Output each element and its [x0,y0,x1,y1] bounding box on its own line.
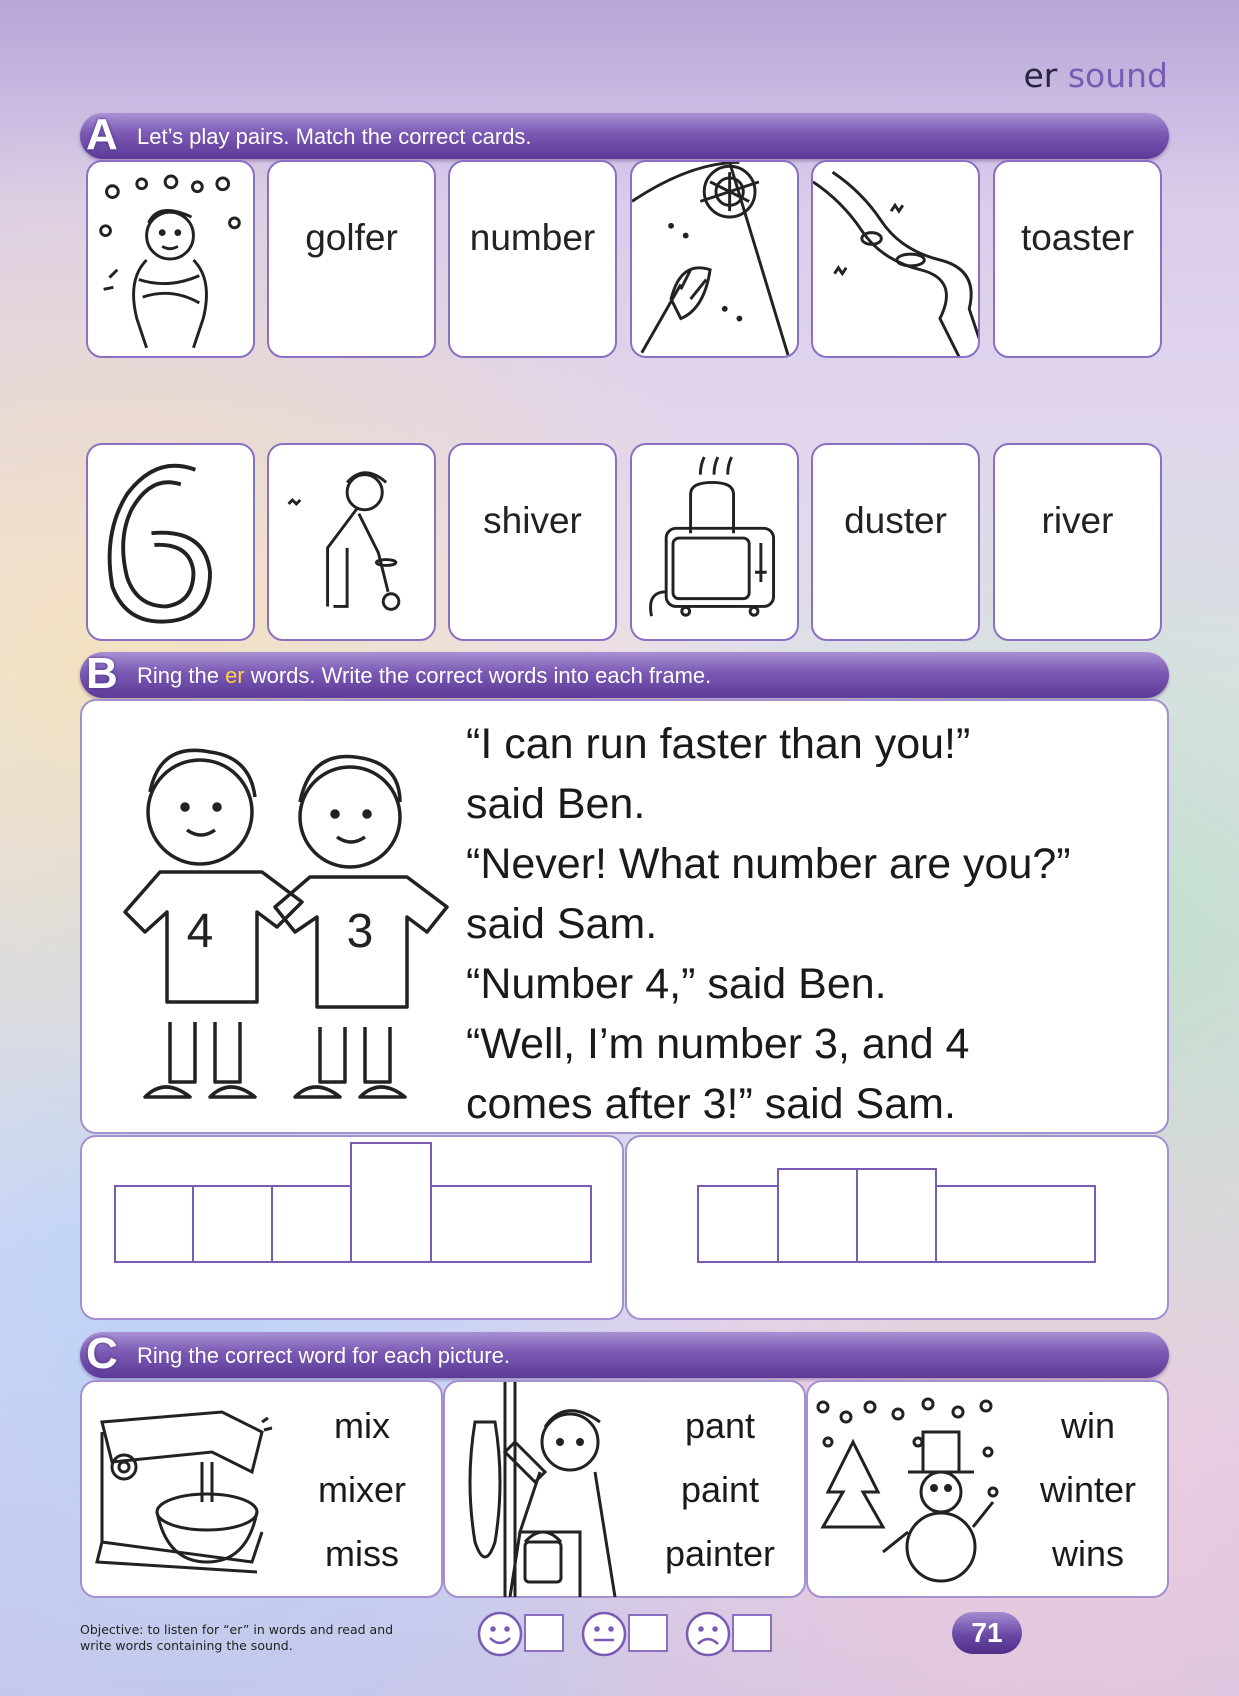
card-duster-picture[interactable] [630,160,799,358]
letter-box[interactable] [192,1185,273,1263]
letter-box[interactable] [697,1185,779,1263]
word-choice[interactable]: wins [1051,1533,1125,1574]
section-a-banner [80,110,1169,159]
objective-note: Objective: to listen for “er” in words and read and write words containing the sound. [80,1622,394,1653]
happy-face-icon [477,1611,523,1657]
happy-face-box[interactable] [524,1614,564,1652]
section-c-letter: C [86,1329,118,1378]
golfer-icon [269,445,434,639]
card-word: shiver [483,500,582,541]
card-word: duster [844,500,947,541]
story-line: said Sam. [466,900,658,948]
story-line: comes after 3!” said Sam. [466,1080,956,1128]
story-line: “Never! What number are you?” [466,840,1071,888]
word-choice[interactable]: painter [664,1533,776,1574]
letter-box[interactable] [114,1185,194,1263]
letter-box-wide[interactable] [935,1185,1096,1263]
painter-icon [455,1382,640,1597]
letter-box[interactable] [271,1185,352,1263]
painter-panel [443,1380,806,1598]
letter-box-tall[interactable] [350,1142,432,1263]
number-six-icon [88,445,253,639]
card-six-picture[interactable] [86,443,255,641]
story-line: “Number 4,” said Ben. [466,960,887,1008]
section-c-instruction: Ring the correct word for each picture. [137,1343,510,1368]
word-choice[interactable]: miss [325,1533,399,1574]
jersey-number-right: 3 [346,905,374,958]
word-choices [640,1394,800,1586]
card-toaster-word[interactable] [993,160,1162,358]
section-c-banner [80,1329,1169,1378]
letter-box-tall[interactable] [777,1168,858,1263]
card-golfer-word[interactable] [267,160,436,358]
jersey-number-left: 4 [186,905,214,958]
card-toaster-picture[interactable] [630,443,799,641]
sound-prefix: er [1023,56,1058,95]
sad-face-icon [685,1611,731,1657]
card-river-word[interactable] [993,443,1162,641]
section-b-banner [80,649,1169,698]
section-b-letter: B [86,649,118,698]
page-number: 71 [952,1612,1022,1654]
er-highlight: er [225,663,245,688]
mixer-icon [92,1402,277,1577]
card-duster-word[interactable] [811,443,980,641]
sad-face-box[interactable] [732,1614,772,1652]
letter-box-tall[interactable] [856,1168,937,1263]
page-title [1023,56,1168,95]
card-word: river [1041,500,1114,541]
card-word: toaster [1020,217,1135,258]
sound-word: sound [1067,56,1168,95]
card-shivering-boy[interactable] [86,160,255,358]
card-word: number [469,217,596,258]
duster-cobweb-icon [632,162,797,356]
story-line: “I can run faster than you!” [466,720,971,768]
word-choice[interactable]: mixer [318,1469,406,1510]
neutral-face-box[interactable] [628,1614,668,1652]
story-line: said Ben. [466,780,646,828]
word-choice[interactable]: winter [1039,1469,1137,1510]
card-golfer-picture[interactable] [267,443,436,641]
section-b-instruction: Ring the er words. Write the correct words into each frame. [137,663,712,688]
word-choice[interactable]: pant [684,1405,756,1446]
card-river-picture[interactable] [811,160,980,358]
neutral-face-icon [581,1611,627,1657]
story-line: “Well, I’m number 3, and 4 [466,1020,970,1068]
section-a-instruction: Let’s play pairs. Match the correct cards. [137,124,532,149]
word-choice[interactable]: mix [334,1405,390,1446]
word-choices [1013,1394,1163,1586]
toaster-icon [632,445,797,639]
word-choices [287,1394,437,1586]
card-word: golfer [305,217,398,258]
word-choice[interactable]: win [1060,1405,1116,1446]
two-boys-icon [105,722,455,1112]
word-choice[interactable]: paint [680,1469,760,1510]
snowman-icon [808,1392,1008,1592]
letter-box-wide[interactable] [430,1185,592,1263]
mixer-panel [80,1380,443,1598]
section-a-letter: A [86,110,118,159]
story-text [466,714,1071,1134]
card-shiver-word[interactable] [448,443,617,641]
card-number-word[interactable] [448,160,617,358]
snowman-panel [806,1380,1169,1598]
shivering-boy-icon [88,162,253,356]
river-icon [813,162,978,356]
